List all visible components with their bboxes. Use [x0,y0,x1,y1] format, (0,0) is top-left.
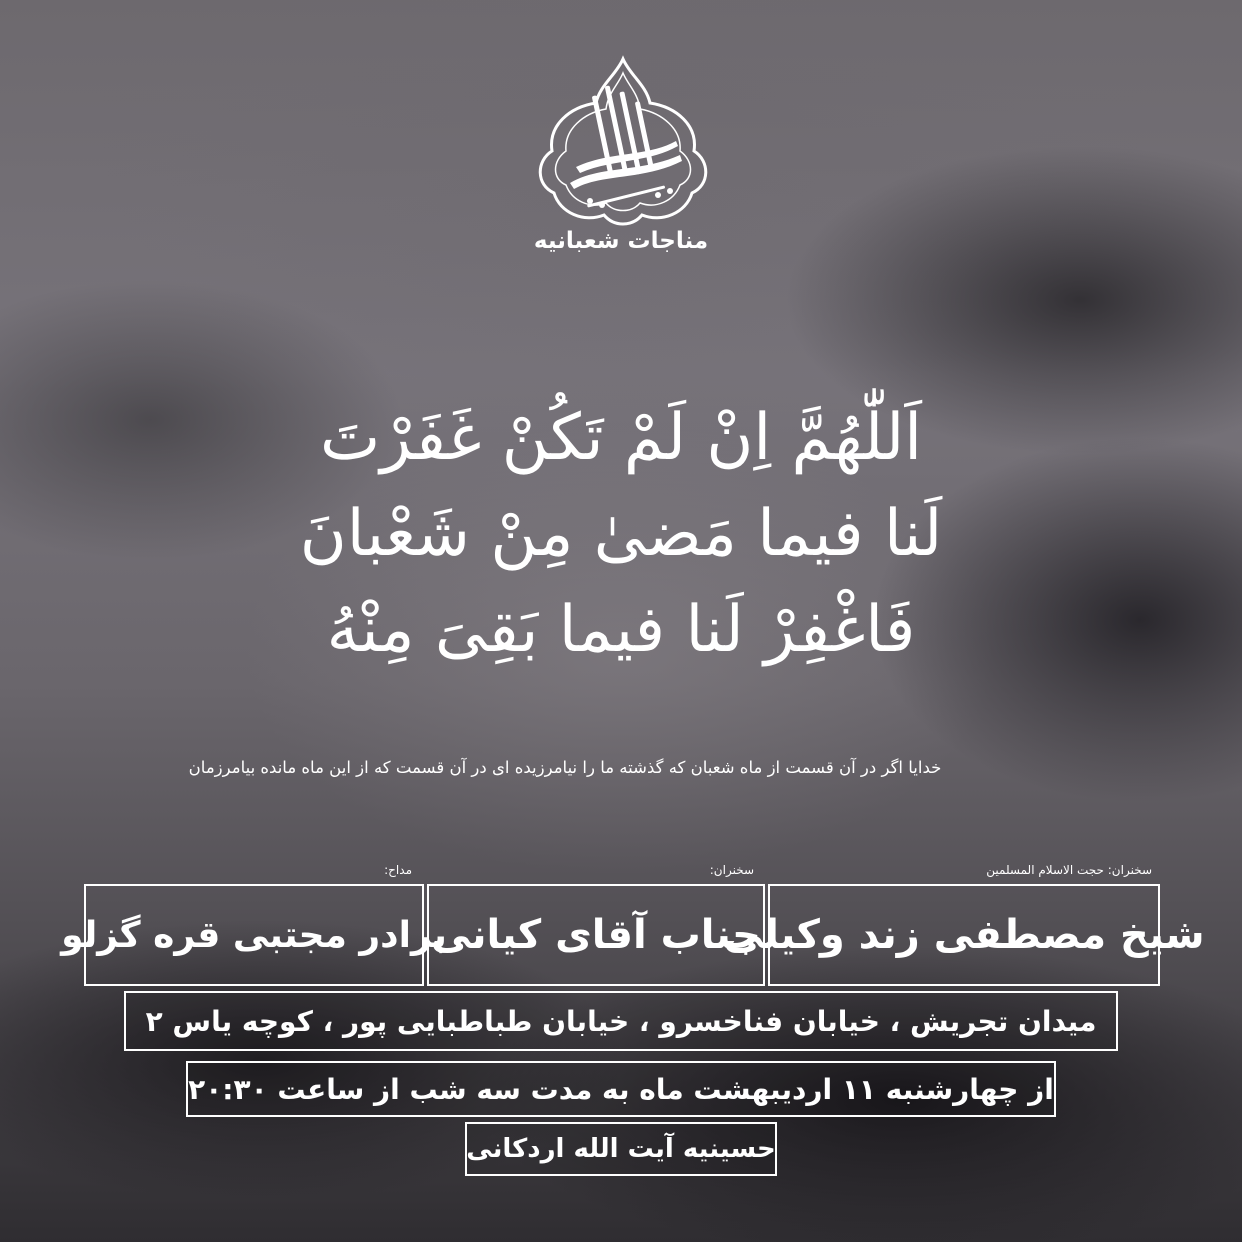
speaker-1-name: شیخ مصطفی زند وکیلی [723,912,1205,958]
speaker-1-label: سخنران: حجت الاسلام المسلمین [986,863,1152,877]
speaker-1-name-box [723,884,1205,986]
speaker-2-label: سخنران: [709,863,754,877]
venue-box [465,1122,777,1176]
speaker-3-name-box [61,884,447,986]
prayer-line: لَنا فيما مَضىٰ مِنْ شَعْبانَ [299,497,943,571]
prayer-text [250,390,992,678]
event-venue: حسینیه آیت الله اردکانی [466,1134,776,1164]
prayer-line: فَاغْفِرْ لَنا فيما بَقِىَ مِنْهُ [326,593,916,667]
logo-caption: مناجات شعبانیه [533,228,709,254]
prayer-translation: خدایا اگر در آن قسمت از ماه شعبان که گذشته ما را نیامرزیده ای در آن قسمت که از این ماه مانده بیامرزمان [188,758,942,777]
event-address: میدان تجریش ، خیابان فناخسرو ، خیابان طباطبایی پور ، کوچه یاس ۲ [145,1004,1097,1038]
speaker-2-name-box [427,884,765,986]
event-schedule: از چهارشنبه ۱۱ اردیبهشت ماه به مدت سه شب از ساعت ۲۰:۳۰ [188,1072,1054,1106]
address-box [124,991,1118,1051]
schedule-box [186,1061,1056,1117]
speaker-2-name: جناب آقای کیانی [431,912,761,958]
speaker-3-name: برادر مجتبی قره گزلو [61,914,447,956]
prayer-line: اَللّٰهُمَّ اِنْ لَمْ تَكُنْ غَفَرْتَ [319,401,923,475]
speaker-3-label: مداح: [384,863,412,877]
calligraphy-logo [530,55,716,230]
